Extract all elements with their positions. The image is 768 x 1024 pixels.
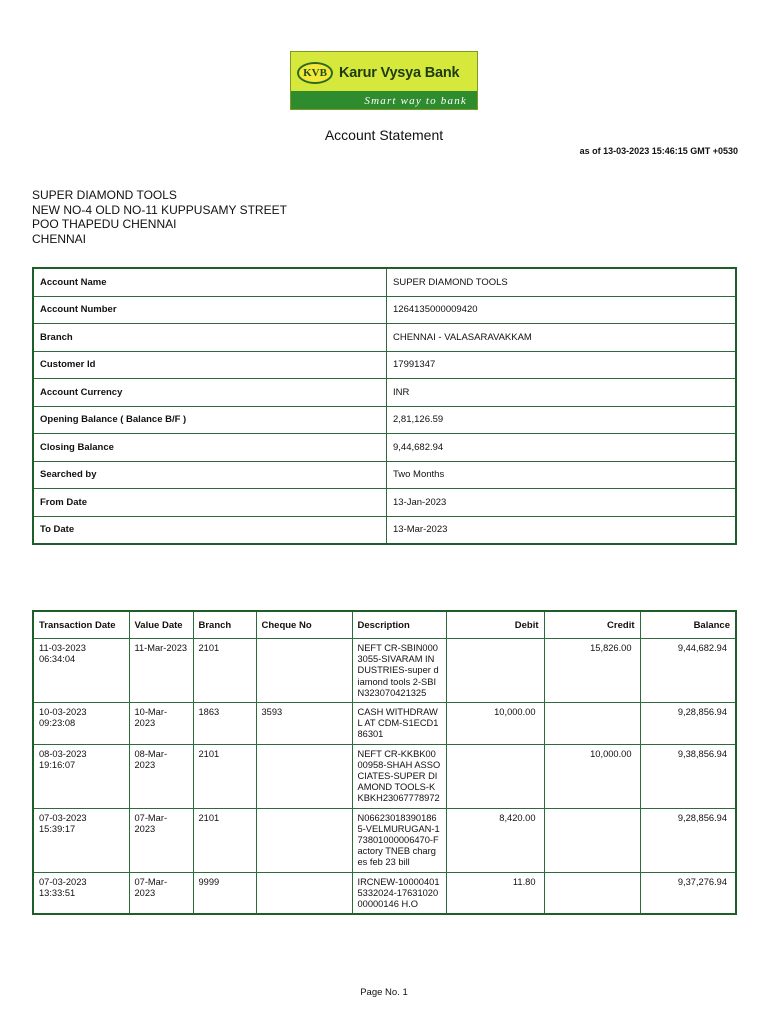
account-field-label: Searched by [33,461,387,489]
kvb-emblem: KVB [297,62,333,84]
txn-debit [446,639,544,703]
col-header-branch: Branch [193,611,256,639]
account-field-label: Account Currency [33,379,387,407]
txn-date: 07-03-2023 15:39:17 [33,808,129,872]
account-row [33,489,736,517]
account-row [33,461,736,489]
txn-branch: 9999 [193,872,256,914]
txn-debit [446,744,544,808]
txn-balance: 9,38,856.94 [640,744,736,808]
txn-branch: 1863 [193,703,256,745]
customer-address [32,188,287,246]
table-row [33,744,736,808]
txn-credit: 10,000.00 [544,744,640,808]
account-field-value: 2,81,126.59 [387,406,737,434]
value-date: 11-Mar-2023 [129,639,193,703]
account-field-value: CHENNAI - VALASARAVAKKAM [387,324,737,352]
bank-tagline: Smart way to bank [364,95,467,107]
account-field-label: To Date [33,516,387,544]
cheque-no [256,639,352,703]
table-row [33,703,736,745]
address-line: SUPER DIAMOND TOOLS [32,188,177,202]
txn-date: 11-03-2023 06:34:04 [33,639,129,703]
account-field-label: Closing Balance [33,434,387,462]
account-field-label: Account Number [33,296,387,324]
page-number: Page No. 1 [360,987,408,998]
col-header-transaction-date: Transaction Date [33,611,129,639]
txn-description: NEFT CR-SBIN0003055-SIVARAM INDUSTRIES-super diamond tools 2-SBIN323070421325 [352,639,446,703]
txn-description: NEFT CR-KKBK0000958-SHAH ASSOCIATES-SUPER DIAMOND TOOLS-KKBKH23067778972 [352,744,446,808]
txn-credit [544,872,640,914]
address-line: CHENNAI [32,231,87,246]
txn-debit: 10,000.00 [446,703,544,745]
account-row [33,351,736,379]
account-field-label: From Date [33,489,387,517]
txn-balance: 9,37,276.94 [640,872,736,914]
table-row [33,872,736,914]
account-row [33,324,736,352]
account-field-value: 1264135000009420 [387,296,737,324]
txn-credit [544,703,640,745]
bank-name: Karur Vysya Bank [339,65,460,81]
account-field-label: Opening Balance ( Balance B/F ) [33,406,387,434]
txn-credit: 15,826.00 [544,639,640,703]
col-header-description: Description [352,611,446,639]
txn-branch: 2101 [193,808,256,872]
account-field-value: 13-Mar-2023 [387,516,737,544]
table-row [33,639,736,703]
col-header-credit: Credit [544,611,640,639]
account-field-value: Two Months [387,461,737,489]
col-header-value-date: Value Date [129,611,193,639]
col-header-balance: Balance [640,611,736,639]
address-line: POO THAPEDU CHENNAI [32,217,177,231]
account-field-value: 17991347 [387,351,737,379]
txn-date: 10-03-2023 09:23:08 [33,703,129,745]
bank-logo [290,51,478,110]
col-header-debit: Debit [446,611,544,639]
txn-description: CASH WITHDRAWL AT CDM-S1ECD186301 [352,703,446,745]
txn-description: N066230183901865-VELMURUGAN-173801000006470-Factory TNEB charges feb 23 bill [352,808,446,872]
txn-balance: 9,44,682.94 [640,639,736,703]
account-field-label: Branch [33,324,387,352]
address-line: NEW NO-4 OLD NO-11 KUPPUSAMY STREET [32,202,287,217]
account-row [33,296,736,324]
txn-branch: 2101 [193,744,256,808]
statement-timestamp: as of 13-03-2023 15:46:15 GMT +0530 [579,146,738,156]
account-field-value: INR [387,379,737,407]
account-field-label: Customer Id [33,351,387,379]
account-details-table [32,267,737,545]
value-date: 10-Mar-2023 [129,703,193,745]
transactions-table [32,610,737,915]
account-row [33,434,736,462]
txn-branch: 2101 [193,639,256,703]
txn-debit: 11.80 [446,872,544,914]
value-date: 07-Mar-2023 [129,808,193,872]
txn-balance: 9,28,856.94 [640,808,736,872]
account-row [33,406,736,434]
account-field-value: 13-Jan-2023 [387,489,737,517]
txn-description: IRCNEW-100004015332024-1763102000000146 H.O [352,872,446,914]
account-row [33,379,736,407]
cheque-no: 3593 [256,703,352,745]
table-header-row [33,611,736,639]
txn-credit [544,808,640,872]
account-row [33,268,736,296]
value-date: 07-Mar-2023 [129,872,193,914]
cheque-no [256,808,352,872]
value-date: 08-Mar-2023 [129,744,193,808]
cheque-no [256,872,352,914]
page-title: Account Statement [324,127,444,143]
col-header-cheque-no: Cheque No [256,611,352,639]
txn-debit: 8,420.00 [446,808,544,872]
txn-date: 08-03-2023 19:16:07 [33,744,129,808]
txn-balance: 9,28,856.94 [640,703,736,745]
account-field-label: Account Name [33,268,387,296]
account-field-value: 9,44,682.94 [387,434,737,462]
txn-date: 07-03-2023 13:33:51 [33,872,129,914]
account-field-value: SUPER DIAMOND TOOLS [387,268,737,296]
table-row [33,808,736,872]
cheque-no [256,744,352,808]
account-row [33,516,736,544]
